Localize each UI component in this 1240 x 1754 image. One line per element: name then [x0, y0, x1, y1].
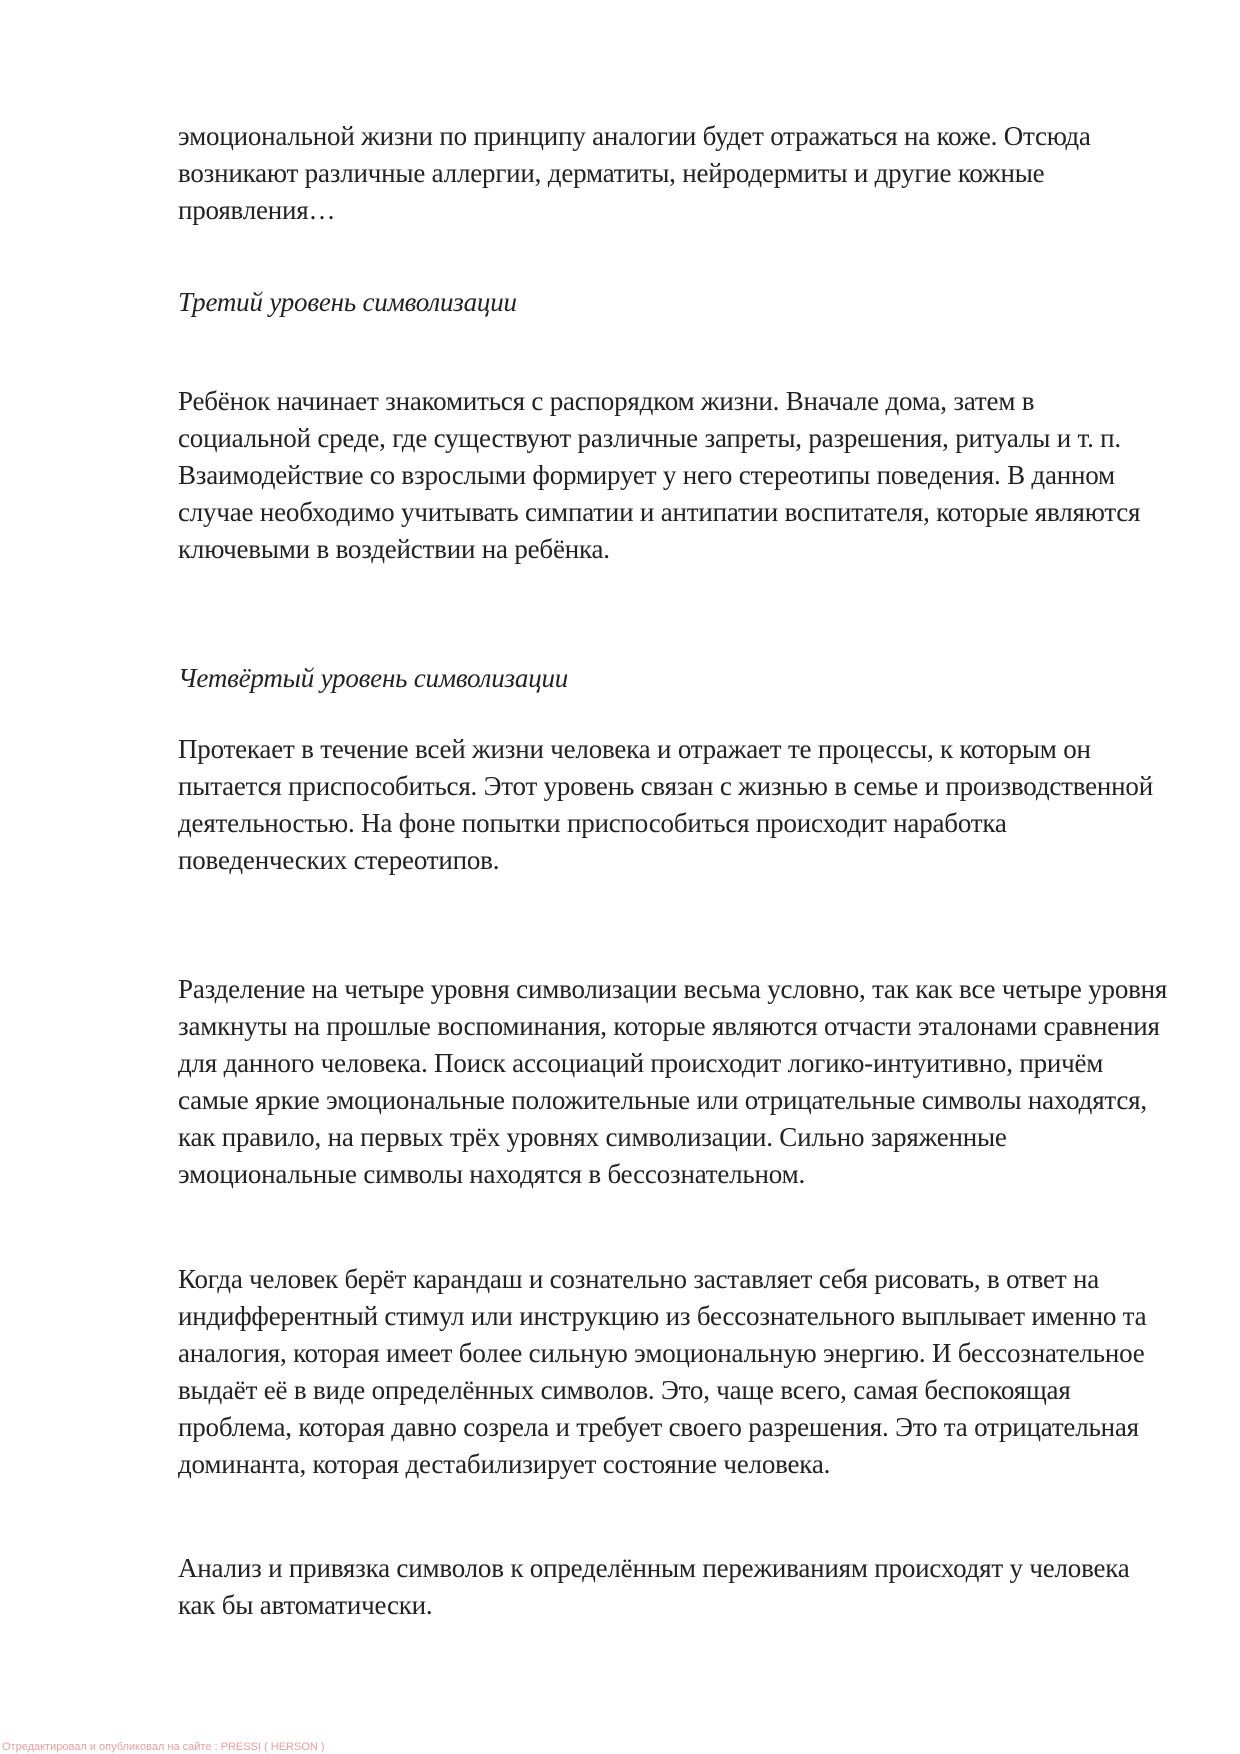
paragraph-division: Разделение на четыре уровня символизации весьма условно, так как все четыре уровня замкнуты на прошлые воспоминания, которые являются отчасти эталонами сравнения для данного человека. Поиск ассоциаций происходит логико-интуитивно, причём самые яркие эмоциональные положительные или отрицательные символы находятся, как правило, на первых трёх уровнях символизации. Сильно заряженные эмоциональные символы находятся в бессознательном. [178, 974, 1168, 1189]
paragraph-analysis: Анализ и привязка символов к определённым переживаниям происходят у человека как бы автоматически. [178, 1553, 1130, 1620]
paragraph-third-level: Ребёнок начинает знакомиться с распорядком жизни. Вначале дома, затем в социальной среде, где существуют различные запреты, разрешения, ритуалы и т. п. Взаимодействие со взрослыми формирует у него стереотипы поведения. В данном случае необходимо учитывать симпатии и антипатии воспитателя, которые являются ключевыми в воздействии на ребёнка. [178, 386, 1141, 564]
paragraph-fourth-level: Протекает в течение всей жизни человека и отражает те процессы, к которым он пытается приспособиться. Этот уровень связан с жизнью в семье и производственной деятельностью. На фоне попытки приспособиться происходит наработка поведенческих стереотипов. [178, 734, 1153, 875]
paragraph-pencil: Когда человек берёт карандаш и сознательно заставляет себя рисовать, в ответ на индифферентный стимул или инструкцию из бессознательного выплывает именно та аналогия, которая имеет более сильную эмоциональную энергию. И бессознательное выдаёт её в виде определённых символов. Это, чаще всего, самая беспокоящая проблема, которая давно созрела и требует своего разрешения. Это та отрицательная доминанта, которая дестабилизирует состояние человека. [178, 1264, 1147, 1479]
heading-fourth-level: Четвёртый уровень символизации [178, 663, 569, 693]
paragraph-continued: эмоциональной жизни по принципу аналогии будет отражаться на коже. Отсюда возникают различные аллергии, дерматиты, нейродермиты и другие кожные проявления… [178, 121, 1091, 225]
footer-credit: Отредактировал и опубликовал на сайте : PRESSI ( HERSON ) [2, 1741, 325, 1753]
heading-third-level: Третий уровень символизации [178, 287, 517, 317]
